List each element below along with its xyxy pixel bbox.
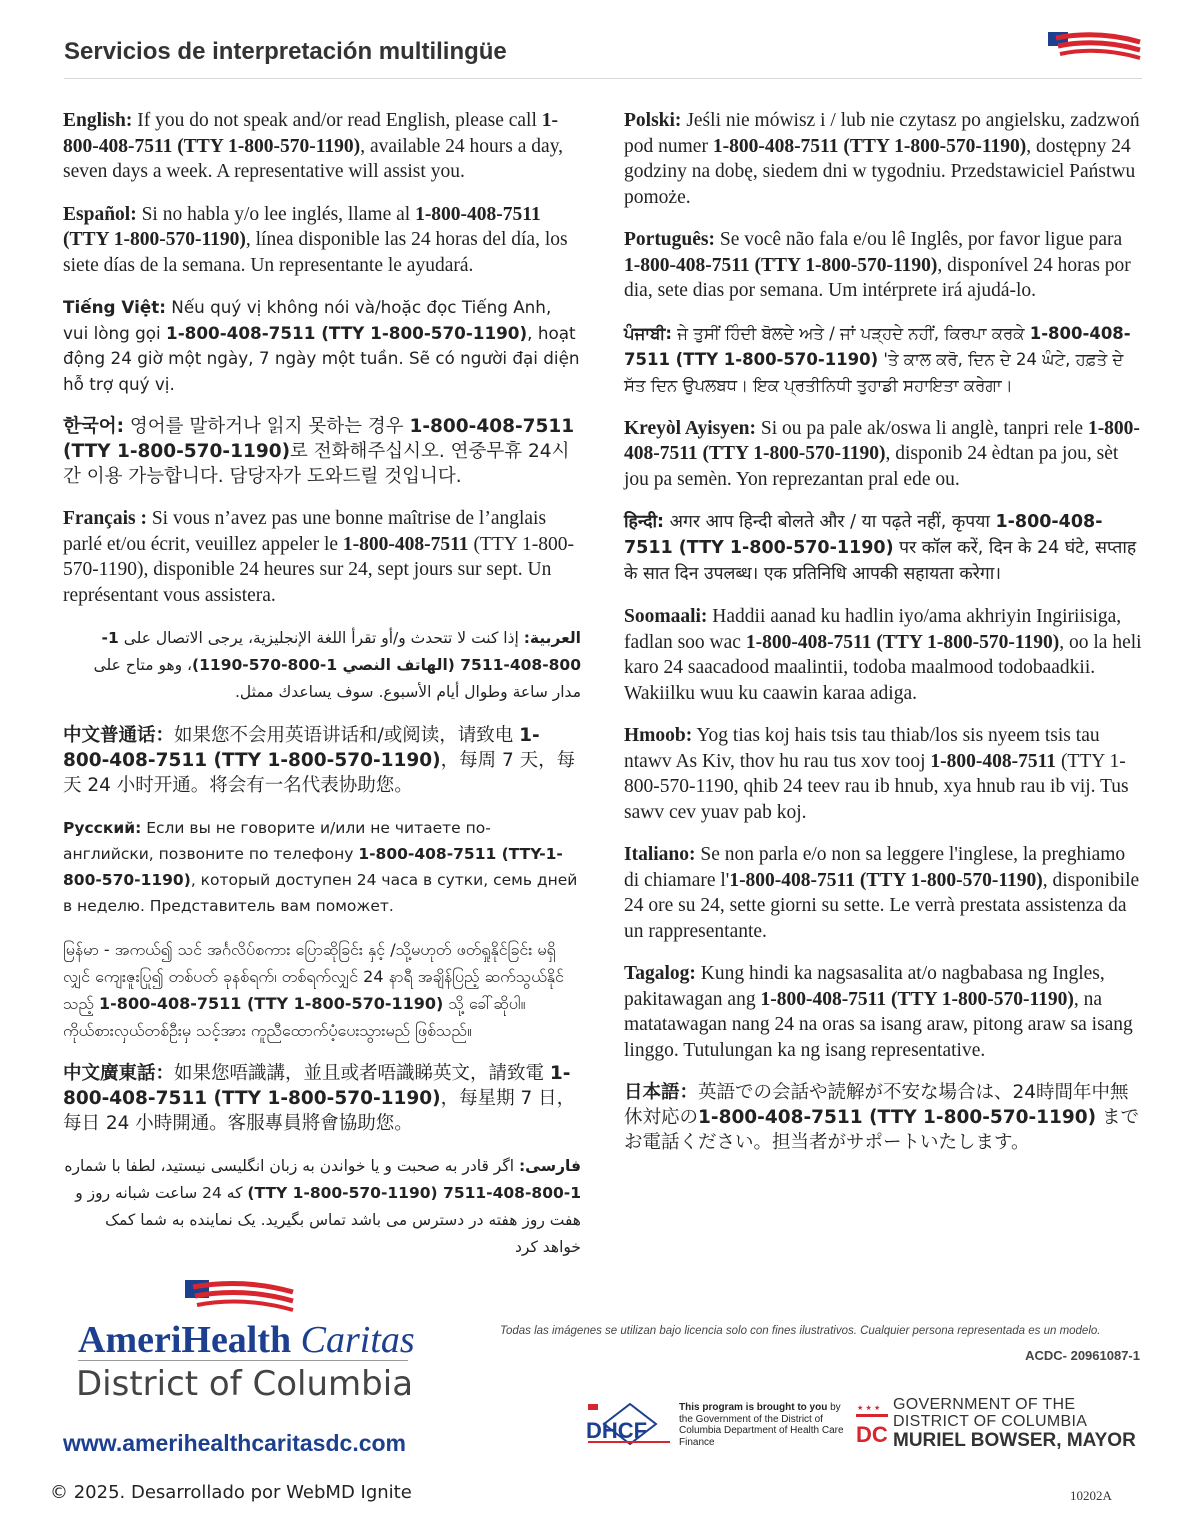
phone-number: 1-800-408-7511 (TTY 1-800-570-1190): [624, 254, 938, 276]
language-entry-arabic: العربية: إذا كنت لا تتحدث و/أو تقرأ اللغة الإنجليزية، يرجى الاتصال على 1-800-408-7511 (الهاتف النصي 1-800-570-1190)، وهو متاح على مدار ساعة وطوال أيام الأسبوع. سوف يساعدك ممثل.: [93, 629, 581, 701]
brand-region: District of Columbia: [76, 1364, 414, 1404]
language-entry-english: English: If you do not speak and/or read English, please call 1-800-408-7511 (TTY 1-800-570-1190), available 24 hours a day, seven days a week. A representative will assist you.: [63, 110, 564, 182]
language-entry-vietnamese: Tiếng Việt: Nếu quý vị không nói và/hoặc đọc Tiếng Anh, vui lòng gọi 1-800-408-7511 (TTY 1-800-570-1190), hoạt động 24 giờ một ngày, 7 ngày một tuần. Sẽ có người đại diện hỗ trợ quý vị.: [63, 297, 580, 394]
language-entry-portuguese: Português: Se você não fala e/ou lê Inglês, por favor ligue para 1-800-408-7511 (TTY 1-800-570-1190), disponível 24 horas por dia, sete dias por semana. Um intérprete irá ajudá-lo.: [624, 229, 1131, 301]
phone-number: 1-800-408-7511 (TTY 1-800-570-1190): [63, 203, 541, 250]
language-entry-japanese: 日本語：英語での会話や読解が不安な場合は、24時間年中無休対応の1-800-408-7511 (TTY 1-800-570-1190) までお電話ください。担当者がサポートいたします。: [624, 1082, 1140, 1153]
phone-number: 1-800-408-7511 (TTY 1-800-570-1190): [63, 1063, 571, 1109]
dhcf-note: This program is brought to you by the Government of the District of Columbia Department of Health Care Finance: [679, 1402, 844, 1448]
page-header: [64, 30, 1142, 79]
language-entry-hindi: हिन्दी: अगर आप हिन्दी बोलते और / या पढ़ते नहीं, कृपया 1-800-408-7511 (TTY 1-800-570-1190) पर कॉल करें, दिन के 24 घंटे, सप्ताह के सात दिन उपलब्ध। एक प्रतिनिधि आपकी सहायता करेगा।: [624, 512, 1137, 584]
language-entry-punjabi: ਪੰਜਾਬੀ: ਜੇ ਤੁਸੀਂ ਹਿੰਦੀ ਬੋਲਦੇ ਅਤੇ / ਜਾਂ ਪੜ੍ਹਦੇ ਨਹੀਂ, ਕਿਰਪਾ ਕਰਕੇ 1-800-408-7511 (TTY 1-800-570-1190) 'ਤੇ ਕਾਲ ਕਰੋ, ਦਿਨ ਦੇ 24 ਘੰਟੇ, ਹਫ਼ਤੇ ਦੇ ਸੱਤ ਦਿਨ ਉਪਲਬਧ। ਇਕ ਪ੍ਰਤੀਨਿਧੀ ਤੁਹਾਡੀ ਸਹਾਇਤਾ ਕਰੇਗਾ।: [624, 323, 1131, 395]
gov-title-line1: GOVERNMENT OF THE: [893, 1396, 1076, 1413]
phone-number: 1-800-408-7511 (TTY 1-800-570-1190): [624, 323, 1131, 369]
website-link[interactable]: www.amerihealthcaritasdc.com: [63, 1430, 407, 1456]
phone-number: 1-800-408-7511 (TTY 1-800-570-1190): [166, 322, 528, 343]
phone-number: 1-800-408-7511 (TTY 1-800-570-1190): [99, 994, 444, 1013]
brand-divider: [78, 1360, 408, 1361]
brand-logo: [78, 1318, 415, 1362]
form-number: 10202A: [1070, 1488, 1112, 1503]
language-entry-french: Français : Si vous n’avez pas une bonne maîtrise de l’anglais parlé et/ou écrit, veuillez appeler le 1-800-408-7511 (TTY 1-800-570-1190), disponible 24 heures sur 24, sept jours sur sept. Un représentant vous assistera.: [63, 508, 574, 606]
document-code: ACDC- 20961087-1: [1025, 1348, 1140, 1363]
language-entry-italian: Italiano: Se non parla e/o non sa leggere l'inglese, la preghiamo di chiamare l'1-800-408-7511 (TTY 1-800-570-1190), disponibile 24 ore su 24, sette giorni su sette. Le verrà prestata assistenza da un rappresentante.: [624, 844, 1140, 942]
language-entry-russian: Русский: Если вы не говорите и/или не читаете по-английски, позвоните по телефону 1-800-408-7511 (TTY-1-800-570-1190), который доступен 24 часа в сутки, семь дней в неделю. Представитель вам поможет.: [63, 819, 578, 915]
phone-number: 1-800-408-7511 (TTY 1-800-570-1190): [63, 110, 559, 157]
phone-number: 1-800-408-7511 (الهاتف النصي 1-800-570-1190): [101, 629, 581, 674]
dhcf-logo: DHCF: [586, 1418, 648, 1443]
language-entry-mandarin: 中文普通话：如果您不会用英语讲话和/或阅读，请致电 1-800-408-7511 (TTY 1-800-570-1190)，每周 7 天，每天 24 小时开通。将会有一名代表协助您。: [63, 725, 576, 796]
phone-number: 1-800-408-7511 (TTY 1-800-570-1190): [745, 631, 1060, 653]
phone-number: 1-800-408-7511 (TTY 1-800-570-1190): [624, 512, 1103, 558]
brand-name: AmeriHealth: [78, 1319, 292, 1361]
svg-text:★ ★ ★: ★ ★ ★: [857, 1404, 881, 1412]
language-entry-korean: 한국어: 영어를 말하거나 읽지 못하는 경우 1-800-408-7511 (TTY 1-800-570-1190)로 전화해주십시오. 연중무휴 24시간 이용 가능합니다. 담당자가 도와드릴 것입니다.: [63, 416, 575, 487]
left-column: [63, 108, 581, 1278]
phone-number: 1-800-408-7511 (TTY 1-800-570-1190): [760, 988, 1074, 1010]
phone-number: 1-800-408-7511: [930, 750, 1057, 772]
phone-number: 1-800-408-7511 (TTY-1-800-570-1190): [63, 845, 563, 889]
language-entry-cantonese: 中文廣東話：如果您唔識講，並且或者唔識睇英文，請致電 1-800-408-7511 (TTY 1-800-570-1190)，每星期 7 日，每日 24 小時開通。客服專員將會協助您。: [63, 1063, 576, 1134]
language-entry-burmese: မြန်မာ - အကယ်၍ သင် အင်္ဂလိပ်စကား ပြောဆိုခြင်း နှင့် /သို့မဟုတ် ဖတ်ရှုနိုင်ခြင်း မရှိလျှင် ကျေးဇူးပြု၍ တစ်ပတ် ခုနစ်ရက်၊ တစ်ရက်လျှင် 24 နာရီ အချိန်ပြည့် ဆက်သွယ်နိုင်သည့် 1-800-408-7511 (TTY 1-800-570-1190) သို့ ခေါ်ဆိုပါ။ ကိုယ်စားလှယ်တစ်ဦးမှ သင့်အား ကူညီထောက်ပံ့ပေးသွားမည် ဖြစ်သည်။: [63, 940, 564, 1040]
language-entry-tagalog: Tagalog: Kung hindi ka nagsasalita at/o nagbabasa ng Ingles, pakitawagan ang 1-800-408-7511 (TTY 1-800-570-1190), na matatawagan nang 24 na oras sa isang araw, pitong araw sa isang linggo. Tutulungan ka ng isang representative.: [624, 963, 1133, 1061]
language-entry-haitian-creole: Kreyòl Ayisyen: Si ou pa pale ak/oswa li anglè, tanpri rele 1-800-408-7511 (TTY 1-800-570-1190), disponib 24 èdtan pa jou, sèt jou pa semèn. Yon reprezantan pral ede ou.: [624, 417, 1140, 490]
brand-script: Caritas: [300, 1319, 415, 1361]
language-entry-spanish: Español: Si no habla y/o lee inglés, llame al 1-800-408-7511 (TTY 1-800-570-1190), línea disponible las 24 horas del día, los siete días de la semana. Un representante le ayudará.: [63, 203, 568, 276]
language-entry-somali: Soomaali: Haddii aanad ku hadlin iyo/ama akhriyin Ingiriisiga, fadlan soo wac 1-800-408-7511 (TTY 1-800-570-1190), oo la heli karo 24 saacadood maalintii, todoba maalmood todobaadkii. Wakiilku wuu ku caawin karaa adiga.: [624, 606, 1142, 704]
phone-number: 1-800-408-7511 (TTY 1-800-570-1190): [247, 1184, 581, 1202]
right-column: [624, 108, 1142, 1172]
image-disclaimer: Todas las imágenes se utilizan bajo licencia solo con fines ilustrativos. Cualquier persona representada es un modelo.: [500, 1325, 1101, 1337]
phone-number: 1-800-408-7511: [342, 533, 469, 555]
phone-number: 1-800-408-7511 (TTY 1-800-570-1190): [729, 869, 1043, 891]
phone-number: 1-800-408-7511 (TTY 1-800-570-1190): [698, 1107, 1097, 1128]
dc-badge-text: DC: [856, 1422, 888, 1447]
phone-number: 1-800-408-7511 (TTY 1-800-570-1190): [63, 416, 575, 462]
page-title: Servicios de interpretación multilingüe: [64, 38, 507, 65]
phone-number: 1-800-408-7511 (TTY 1-800-570-1190): [63, 725, 540, 771]
gov-title-line2: DISTRICT OF COLUMBIA: [893, 1413, 1088, 1430]
dc-seal-icon: [855, 1400, 889, 1448]
phone-number: 1-800-408-7511 (TTY 1-800-570-1190): [712, 135, 1027, 157]
flag-icon: [183, 1278, 295, 1312]
copyright-notice: © 2025. Desarrollado por WebMD Ignite: [50, 1482, 412, 1503]
flag-icon: [1048, 30, 1142, 60]
phone-number: 1-800-408-7511 (TTY 1-800-570-1190): [624, 417, 1140, 464]
language-entry-farsi: فارسی: اگر قادر به صحبت و یا خواندن به زبان انگلیسی نیستید، لطفا با شماره 1-800-408-7511 (TTY 1-800-570-1190) که 24 ساعت شبانه روز و هفت روز هفته در دسترس می باشد تماس بگیرید. یک نماینده به شما کمک خواهد کرد: [64, 1157, 581, 1256]
gov-mayor: MURIEL BOWSER, MAYOR: [893, 1430, 1136, 1451]
language-entry-hmong: Hmoob: Yog tias koj hais tsis tau thiab/los sis nyeem tsis tau ntawv As Kiv, thov hu rau tus xov tooj 1-800-408-7511 (TTY 1-800-570-1190, qhib 24 teev rau ib hnub, xya hnub rau ib vij. Tus sawv cev yuav pab koj.: [624, 725, 1129, 823]
language-entry-polish: Polski: Jeśli nie mówisz i / lub nie czytasz po angielsku, zadzwoń pod numer 1-800-408-7511 (TTY 1-800-570-1190), dostępny 24 godziny na dobę, siedem dni w tygodniu. Przedstawiciel Państwu pomoże.: [624, 110, 1140, 208]
